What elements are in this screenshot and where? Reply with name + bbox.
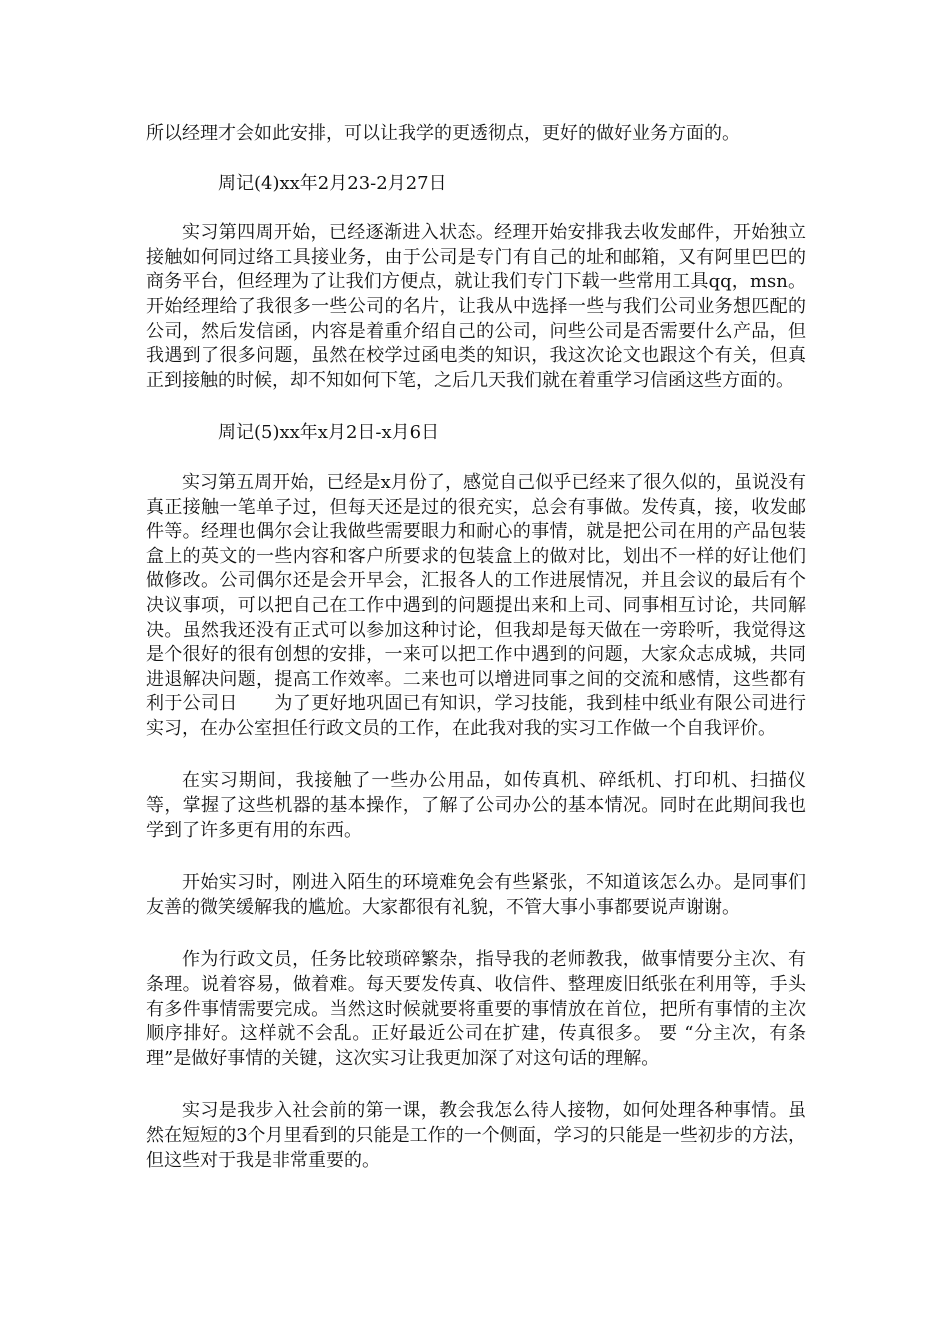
paragraph-gap: [146, 196, 806, 221]
paragraph-gap: [146, 741, 806, 769]
paragraph-week-5: 实习第五周开始，已经是x月份了，感觉自己似乎已经来了很久似的，虽说没有真正接触一笔单子过，但每天还是过的很充实，总会有事做。发传真，接，收发邮件等。经理也偶尔会让我做些需要眼力和耐心的事情，就是把公司在用的产品包装盒上的英文的一些内容和客户所要求的包装盒上的做对比，划出不一样的好让他们做修改。公司偶尔还是会开早会，汇报各人的工作进展情况，并且会议的最后有个决议事项，可以把自己在工作中遇到的问题提出来和上司、同事相互讨论，共同解决。虽然我还没有正式可以参加这种讨论，但我却是每天做在一旁聆听，我觉得这是个很好的很有创想的安排，一来可以把工作中遇到的问题，大家众志成城，共同进退解决问题，提高工作效率。二来也可以增进同事之间的交流和感情，这些都有利于公司日 为了更好地巩固已有知识，学习技能，我到桂中纸业有限公司进行实习，在办公室担任行政文员的工作，在此我对我的实习工作做一个自我评价。: [146, 471, 806, 739]
paragraph-gap: [146, 1071, 806, 1099]
paragraph-office-equipment: 在实习期间，我接触了一些办公用品，如传真机、碎纸机、打印机、扫描仪等，掌握了这些机器的基本操作，了解了公司办公的基本情况。同时在此期间我也学到了许多更有用的东西。: [146, 770, 806, 841]
paragraph-first-lesson: 实习是我步入社会前的第一课，教会我怎么待人接物，如何处理各种事情。虽然在短短的3个月里看到的只能是工作的一个侧面，学习的只能是一些初步的方法，但这些对于我是非常重要的。: [146, 1100, 806, 1171]
paragraph-gap: [146, 843, 806, 871]
paragraph-gap: [146, 393, 806, 421]
paragraph-continued: 所以经理才会如此安排，可以让我学的更透彻点，更好的做好业务方面的。: [146, 123, 740, 144]
paragraph-start-internship: 开始实习时，刚进入陌生的环境难免会有些紧张，不知道该怎么办。是同事们友善的微笑缓解我的尴尬。大家都很有礼貌，不管大事小事都要说声谢谢。: [146, 872, 806, 918]
weekly-heading-5: 周记(5)xx年x月2日-x月6日: [218, 422, 440, 444]
paragraph-gap: [146, 920, 806, 948]
paragraph-gap: [146, 446, 806, 471]
document-body: [146, 122, 806, 1173]
weekly-heading-4: 周记(4)xx年2月23-2月27日: [218, 172, 447, 194]
paragraph-admin-clerk: 作为行政文员，任务比较琐碎繁杂，指导我的老师教我，做事情要分主次、有条理。说着容易，做着难。每天要发传真、收信件、整理废旧纸张在利用等，手头有多件事情需要完成。当然这时候就要将重要的事情放在首位，把所有事情的主次顺序排好。这样就不会乱。正好最近公司在扩建，传真很多。 要 “分主次，有条理”是做好事情的关键，这次实习让我更加深了对这句话的理解。: [146, 949, 806, 1069]
paragraph-gap: [146, 147, 806, 172]
paragraph-week-4: 实习第四周开始，已经逐渐进入状态。经理开始安排我去收发邮件，开始独立接触如何同过络工具接业务，由于公司是专门有自己的址和邮箱，又有阿里巴巴的商务平台，但经理为了让我们方便点，就让我们专门下载一些常用工具qq，msn。开始经理给了我很多一些公司的名片，让我从中选择一些与我们公司业务想匹配的公司，然后发信函，内容是着重介绍自己的公司，问些公司是否需要什么产品，但我遇到了很多问题，虽然在校学过函电类的知识，我这次论文也跟这个有关，但真正到接触的时候，却不知如何下笔，之后几天我们就在着重学习信函这些方面的。: [146, 222, 806, 391]
